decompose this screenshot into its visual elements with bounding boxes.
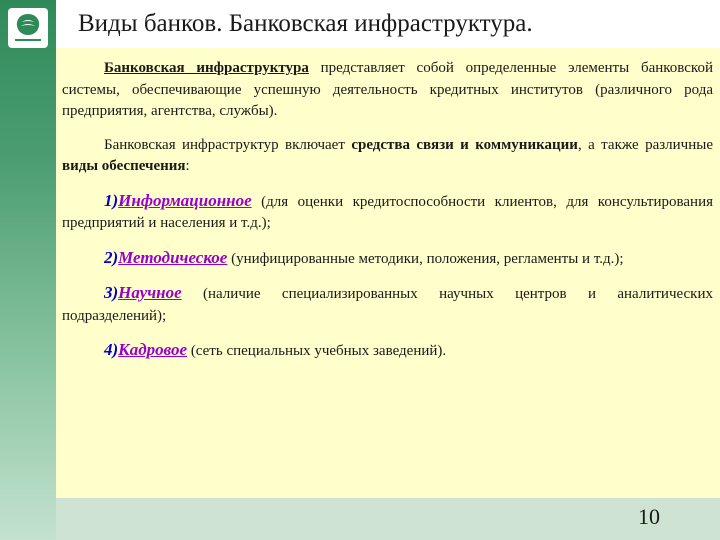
item-description: (сеть специальных учебных заведений). — [187, 343, 447, 359]
footer-bar — [56, 498, 720, 540]
sidebar — [0, 0, 56, 540]
slide-title: Виды банков. Банковская инфраструктура. — [78, 10, 533, 37]
item-name: Научное — [118, 283, 182, 302]
term-bank-infrastructure: Банковская инфраструктура — [104, 60, 309, 76]
term-communications: средства связи и коммуникации — [351, 136, 578, 153]
list-item — [62, 247, 713, 271]
item-number: 3) — [104, 283, 119, 302]
item-name: Информационное — [118, 190, 252, 210]
list-item — [62, 339, 713, 363]
paragraph-infrastructure-definition — [62, 58, 713, 123]
item-name: Кадровое — [118, 340, 188, 359]
bank-logo — [8, 8, 48, 48]
includes-end: : — [185, 158, 190, 174]
content-area — [56, 48, 720, 498]
includes-intro: Банковская инфраструктур включает — [104, 136, 352, 153]
term-support-types: виды обеспечения — [62, 158, 186, 174]
includes-mid: , а также различные — [577, 136, 713, 153]
paragraph-infrastructure-includes — [62, 135, 713, 178]
definition-text: представляет собой определенные элементы банковской системы, обеспечивающие успешную деятельность кредитных институтов (различного рода предприятия, агентства, службы). — [62, 60, 713, 119]
list-item — [62, 282, 713, 327]
item-number: 4) — [104, 340, 119, 359]
item-number: 1) — [104, 190, 119, 210]
list-item — [62, 190, 713, 235]
item-number: 2) — [104, 247, 119, 267]
item-description: (наличие специализированных научных центров и аналитических подразделений); — [62, 286, 713, 324]
item-name: Методическое — [118, 247, 228, 267]
page-number: 10 — [638, 504, 660, 529]
item-description: (для оценки кредитоспособности клиентов, для консультирования предприятий и населения и т.д.); — [62, 193, 713, 231]
item-description: (унифицированные методики, положения, регламенты и т.д.); — [227, 250, 624, 267]
